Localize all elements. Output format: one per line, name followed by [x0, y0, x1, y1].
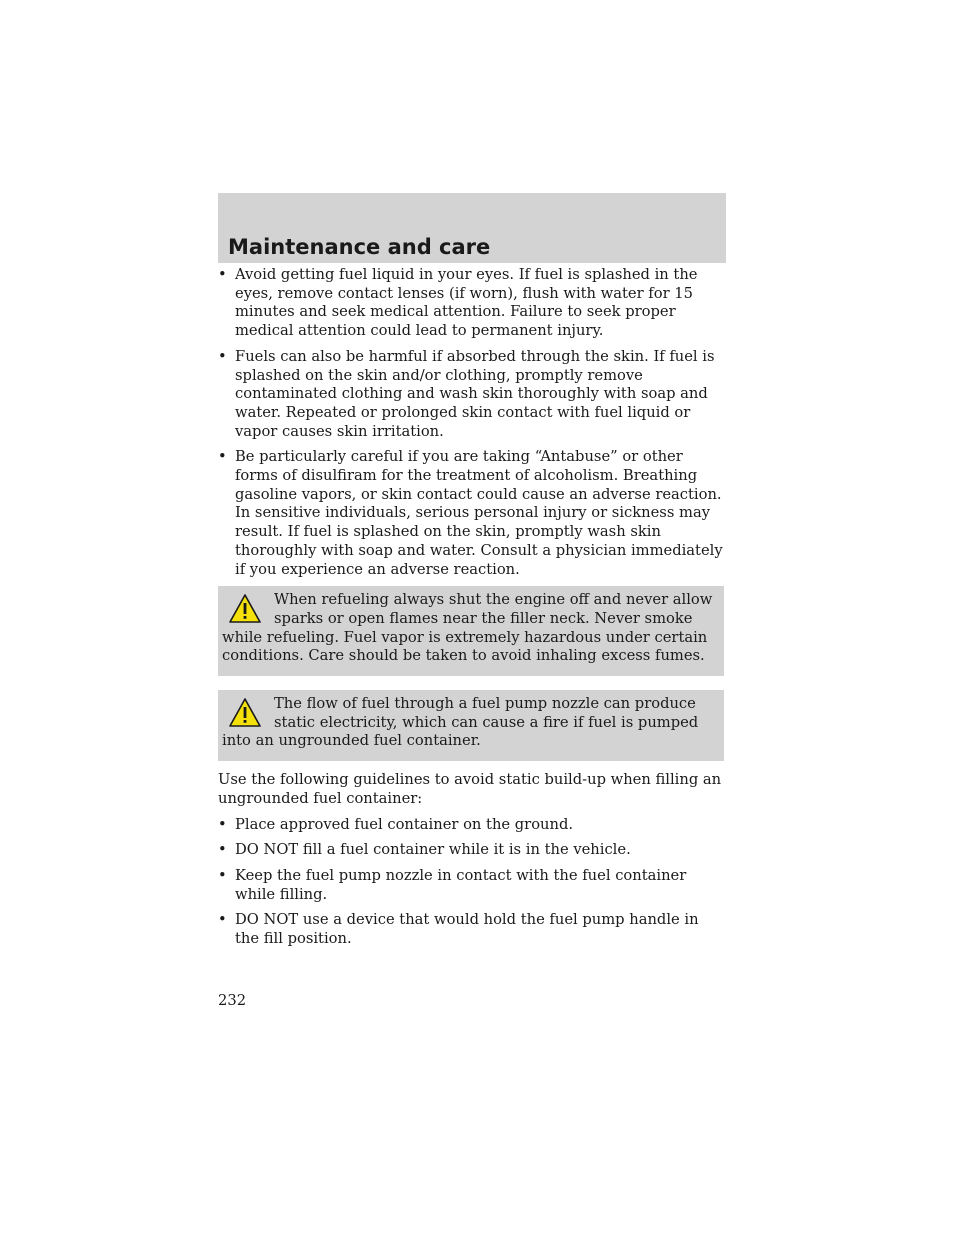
list-item: [218, 348, 724, 442]
bullet-icon: •: [218, 815, 227, 833]
bullet-icon: •: [218, 866, 227, 884]
warning-box-static: [218, 690, 724, 761]
bullet-list-guidelines: [218, 816, 724, 949]
section-title: Maintenance and care: [228, 235, 491, 259]
list-item-text: DO NOT fill a fuel container while it is in the vehicle.: [235, 841, 631, 859]
warning-triangle-icon: [228, 697, 262, 729]
warning-box-refueling: [218, 586, 724, 676]
list-item-text: Fuels can also be harmful if absorbed through the skin. If fuel is splashed on the skin and/or clothing, promptly remove contaminated clothing and wash skin thoroughly with soap and water. Repeated or prolonged skin contact with fuel liquid or vapor causes skin irritation.: [235, 347, 715, 440]
list-item: [218, 841, 724, 860]
list-item-text: Be particularly careful if you are taking “Antabuse” or other forms of disulfiram for the treatment of alcoholism. Breathing gasoline vapors, or skin contact could cause an adverse reaction. In sensitive individuals, serious personal injury or sickness may result. If fuel is splashed on the skin, promptly wash skin thoroughly with soap and water. Consult a physician immediately if you experience an adverse reaction.: [235, 448, 723, 578]
page-number: 232: [218, 992, 247, 1009]
list-item-text: Place approved fuel container on the ground.: [235, 815, 574, 833]
bullet-icon: •: [218, 911, 227, 929]
list-item-text: Avoid getting fuel liquid in your eyes. If fuel is splashed in the eyes, remove contact lenses (if worn), flush with water for 15 minutes and seek medical attention. Failure to seek proper medical attention could lead to permanent injury.: [235, 266, 698, 340]
page-content: [218, 266, 724, 956]
list-item-text: DO NOT use a device that would hold the fuel pump handle in the fill position.: [235, 911, 699, 948]
bullet-list-hazards: [218, 266, 724, 579]
list-item: [218, 266, 724, 341]
list-item-text: Keep the fuel pump nozzle in contact with the fuel container while filling.: [235, 866, 687, 903]
bullet-icon: •: [218, 266, 227, 283]
guidelines-intro: Use the following guidelines to avoid static build-up when filling an ungrounded fuel container:: [218, 771, 722, 807]
list-item: [218, 867, 724, 904]
list-item: [218, 816, 724, 835]
bullet-icon: •: [218, 448, 227, 466]
warning-text: When refueling always shut the engine off and never allow sparks or open flames near the filler neck. Never smoke while refueling. Fuel vapor is extremely hazardous under certain conditions. Care should be taken to avoid inhaling excess fumes.: [222, 591, 713, 665]
list-item: [218, 911, 724, 948]
bullet-icon: •: [218, 347, 227, 365]
warning-text: The flow of fuel through a fuel pump nozzle can produce static electricity, which can cause a fire if fuel is pumped into an ungrounded fuel container.: [222, 695, 699, 750]
warning-triangle-icon: [228, 593, 262, 625]
list-item: [218, 448, 724, 579]
bullet-icon: •: [218, 841, 227, 859]
